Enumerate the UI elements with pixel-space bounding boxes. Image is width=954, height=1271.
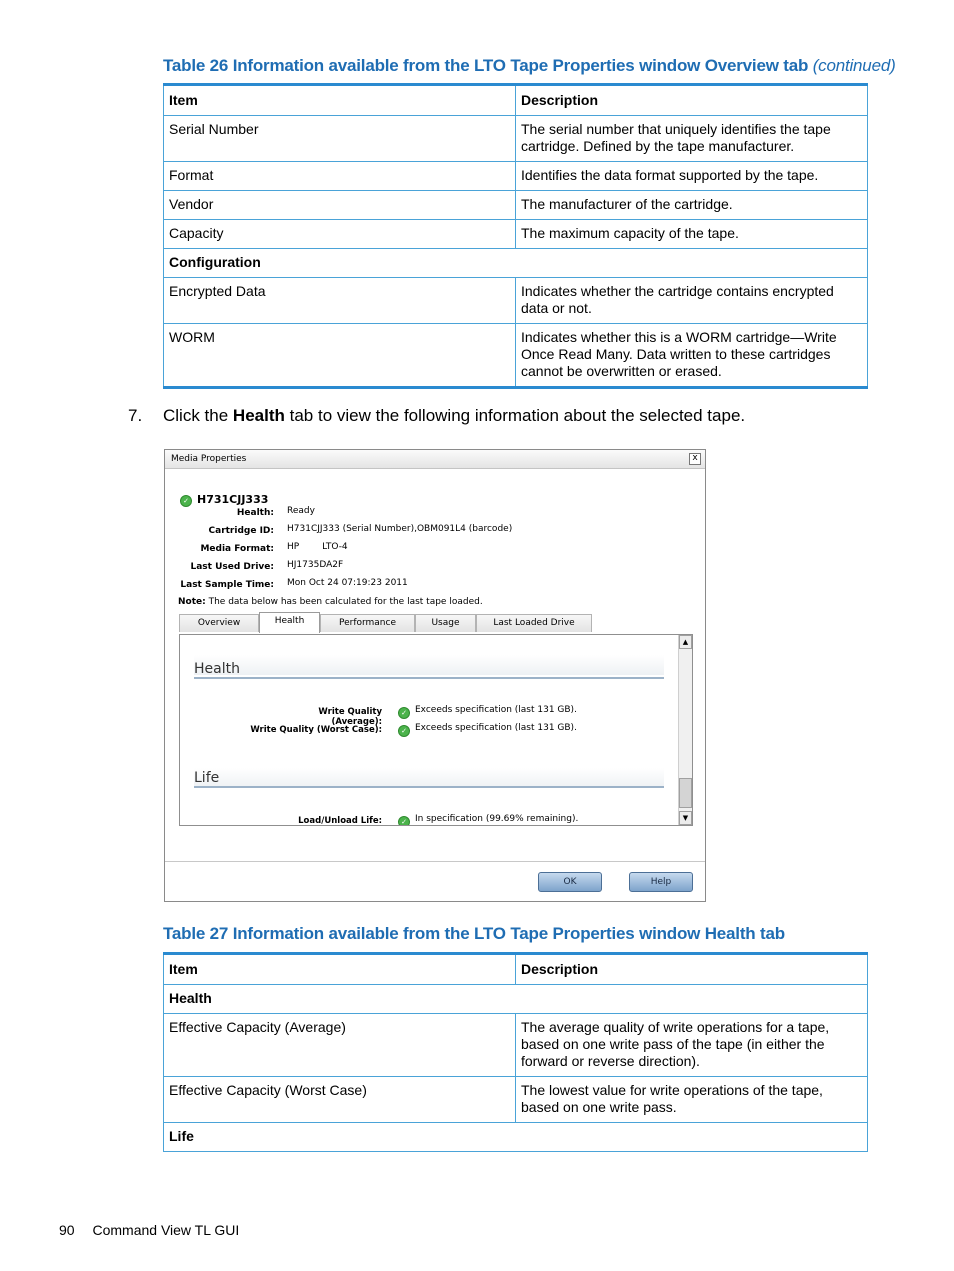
table26-header-description: Description bbox=[516, 85, 868, 116]
table-section-life: Life bbox=[164, 1123, 868, 1152]
table-row bbox=[164, 191, 868, 220]
table26-header-row bbox=[164, 85, 868, 116]
health-section-heading: Health bbox=[194, 661, 240, 677]
table-cell-description: The maximum capacity of the tape. bbox=[516, 220, 868, 249]
table26-caption bbox=[163, 56, 896, 76]
table-cell-item: Effective Capacity (Worst Case) bbox=[164, 1077, 516, 1123]
write-quality-worst-value: Exceeds specification (last 131 GB). bbox=[415, 723, 577, 733]
table-cell-item: Format bbox=[164, 162, 516, 191]
table-cell-item: Vendor bbox=[164, 191, 516, 220]
table-cell-description: Indicates whether the cartridge contains encrypted data or not. bbox=[516, 278, 868, 324]
write-quality-average-value: Exceeds specification (last 131 GB). bbox=[415, 705, 577, 715]
table-cell-item: Capacity bbox=[164, 220, 516, 249]
table27-caption: Table 27 Information available from the LTO Tape Properties window Health tab bbox=[163, 924, 785, 943]
life-section-heading: Life bbox=[194, 770, 220, 786]
note-text: The data below has been calculated for the last tape loaded. bbox=[208, 597, 483, 607]
life-section-band bbox=[194, 768, 664, 788]
page-footer bbox=[59, 1222, 239, 1238]
panel-scrollbar[interactable] bbox=[678, 635, 692, 825]
load-unload-life-label: Load/Unload Life: bbox=[298, 816, 382, 826]
scroll-up-icon[interactable]: ▲ bbox=[679, 635, 692, 649]
table-row bbox=[164, 1014, 868, 1077]
table26-caption-suffix: (continued) bbox=[812, 56, 896, 75]
table27-header-description: Description bbox=[516, 954, 868, 985]
tape-id: H731CJJ333 bbox=[197, 493, 269, 506]
field-label-health: Health: bbox=[236, 508, 274, 518]
status-ok-icon: ✓ bbox=[180, 495, 192, 507]
table27 bbox=[163, 952, 868, 1152]
table-cell-item: Encrypted Data bbox=[164, 278, 516, 324]
tab-health[interactable]: Health bbox=[259, 612, 320, 633]
write-quality-worst-label: Write Quality (Worst Case): bbox=[250, 725, 382, 735]
step-number: 7. bbox=[128, 406, 143, 425]
table-section-configuration: Configuration bbox=[164, 249, 868, 278]
tab-overview[interactable]: Overview bbox=[179, 614, 259, 632]
close-icon[interactable]: x bbox=[689, 453, 701, 465]
field-value-last-sample-time: Mon Oct 24 07:19:23 2011 bbox=[287, 578, 408, 588]
table26-header-item: Item bbox=[164, 85, 516, 116]
table-row bbox=[164, 324, 868, 388]
tab-last-loaded-drive[interactable]: Last Loaded Drive bbox=[476, 614, 592, 632]
field-value-media-format: HP LTO-4 bbox=[287, 542, 348, 552]
table-cell-description: The lowest value for write operations of the tape, based on one write pass. bbox=[516, 1077, 868, 1123]
table-cell-description: Indicates whether this is a WORM cartridge—Write Once Read Many. Data written to these cartridges cannot be overwritten or erased. bbox=[516, 324, 868, 388]
step-text-after: tab to view the following information about the selected tape. bbox=[284, 406, 746, 425]
field-value-last-used-drive: HJ1735DA2F bbox=[287, 560, 344, 570]
load-unload-life-value: In specification (99.69% remaining). bbox=[415, 814, 579, 824]
table-row bbox=[164, 1077, 868, 1123]
table-cell-description: Identifies the data format supported by the tape. bbox=[516, 162, 868, 191]
note bbox=[178, 597, 483, 607]
dialog-title-bar bbox=[165, 450, 705, 469]
table-cell-item: WORM bbox=[164, 324, 516, 388]
page-number: 90 bbox=[59, 1222, 75, 1238]
media-properties-dialog bbox=[164, 449, 706, 902]
table-section-health: Health bbox=[164, 985, 868, 1014]
health-panel bbox=[179, 634, 693, 826]
write-quality-average-label: Write Quality (Average): bbox=[318, 707, 382, 727]
button-bar-divider bbox=[165, 861, 705, 862]
table-cell-description: The manufacturer of the cartridge. bbox=[516, 191, 868, 220]
table-row bbox=[164, 220, 868, 249]
table-section-row bbox=[164, 1123, 868, 1152]
table27-header-row bbox=[164, 954, 868, 985]
table-cell-description: The serial number that uniquely identifies the tape cartridge. Defined by the tape manufacturer. bbox=[516, 116, 868, 162]
life-section-divider bbox=[194, 786, 664, 788]
field-value-health: Ready bbox=[287, 506, 315, 516]
help-button[interactable]: Help bbox=[629, 872, 693, 892]
table26 bbox=[163, 83, 868, 389]
ok-button[interactable]: OK bbox=[538, 872, 602, 892]
table26-caption-text: Table 26 Information available from the LTO Tape Properties window Overview tab bbox=[163, 56, 809, 75]
field-value-cartridge-id: H731CJJ333 (Serial Number),OBM091L4 (barcode) bbox=[287, 524, 513, 534]
table27-header-item: Item bbox=[164, 954, 516, 985]
table-section-row bbox=[164, 249, 868, 278]
scroll-down-icon[interactable]: ▼ bbox=[679, 811, 692, 825]
field-label-media-format: Media Format: bbox=[200, 544, 274, 554]
write-worst-ok-icon: ✓ bbox=[398, 725, 410, 737]
tab-performance[interactable]: Performance bbox=[320, 614, 415, 632]
field-label-cartridge-id: Cartridge ID: bbox=[208, 526, 274, 536]
write-average-ok-icon: ✓ bbox=[398, 707, 410, 719]
table-cell-item: Serial Number bbox=[164, 116, 516, 162]
scroll-thumb[interactable] bbox=[679, 778, 692, 808]
table-cell-description: The average quality of write operations for a tape, based on one write pass of the tape (in either the forward or reverse direction). bbox=[516, 1014, 868, 1077]
table-cell-item: Effective Capacity (Average) bbox=[164, 1014, 516, 1077]
table-row bbox=[164, 278, 868, 324]
tab-usage[interactable]: Usage bbox=[415, 614, 476, 632]
step-text-before: Click the bbox=[163, 406, 233, 425]
footer-title: Command View TL GUI bbox=[92, 1222, 240, 1238]
field-label-last-used-drive: Last Used Drive: bbox=[190, 562, 274, 572]
table-section-row bbox=[164, 985, 868, 1014]
dialog-title: Media Properties bbox=[171, 454, 247, 464]
note-label: Note: bbox=[178, 597, 206, 607]
step-text-bold: Health bbox=[232, 406, 285, 425]
table-row bbox=[164, 162, 868, 191]
field-label-last-sample-time: Last Sample Time: bbox=[180, 580, 274, 590]
load-unload-ok-icon: ✓ bbox=[398, 816, 410, 826]
step-text bbox=[163, 406, 745, 426]
health-section-band bbox=[194, 655, 664, 675]
health-section-divider bbox=[194, 677, 664, 679]
table-row bbox=[164, 116, 868, 162]
